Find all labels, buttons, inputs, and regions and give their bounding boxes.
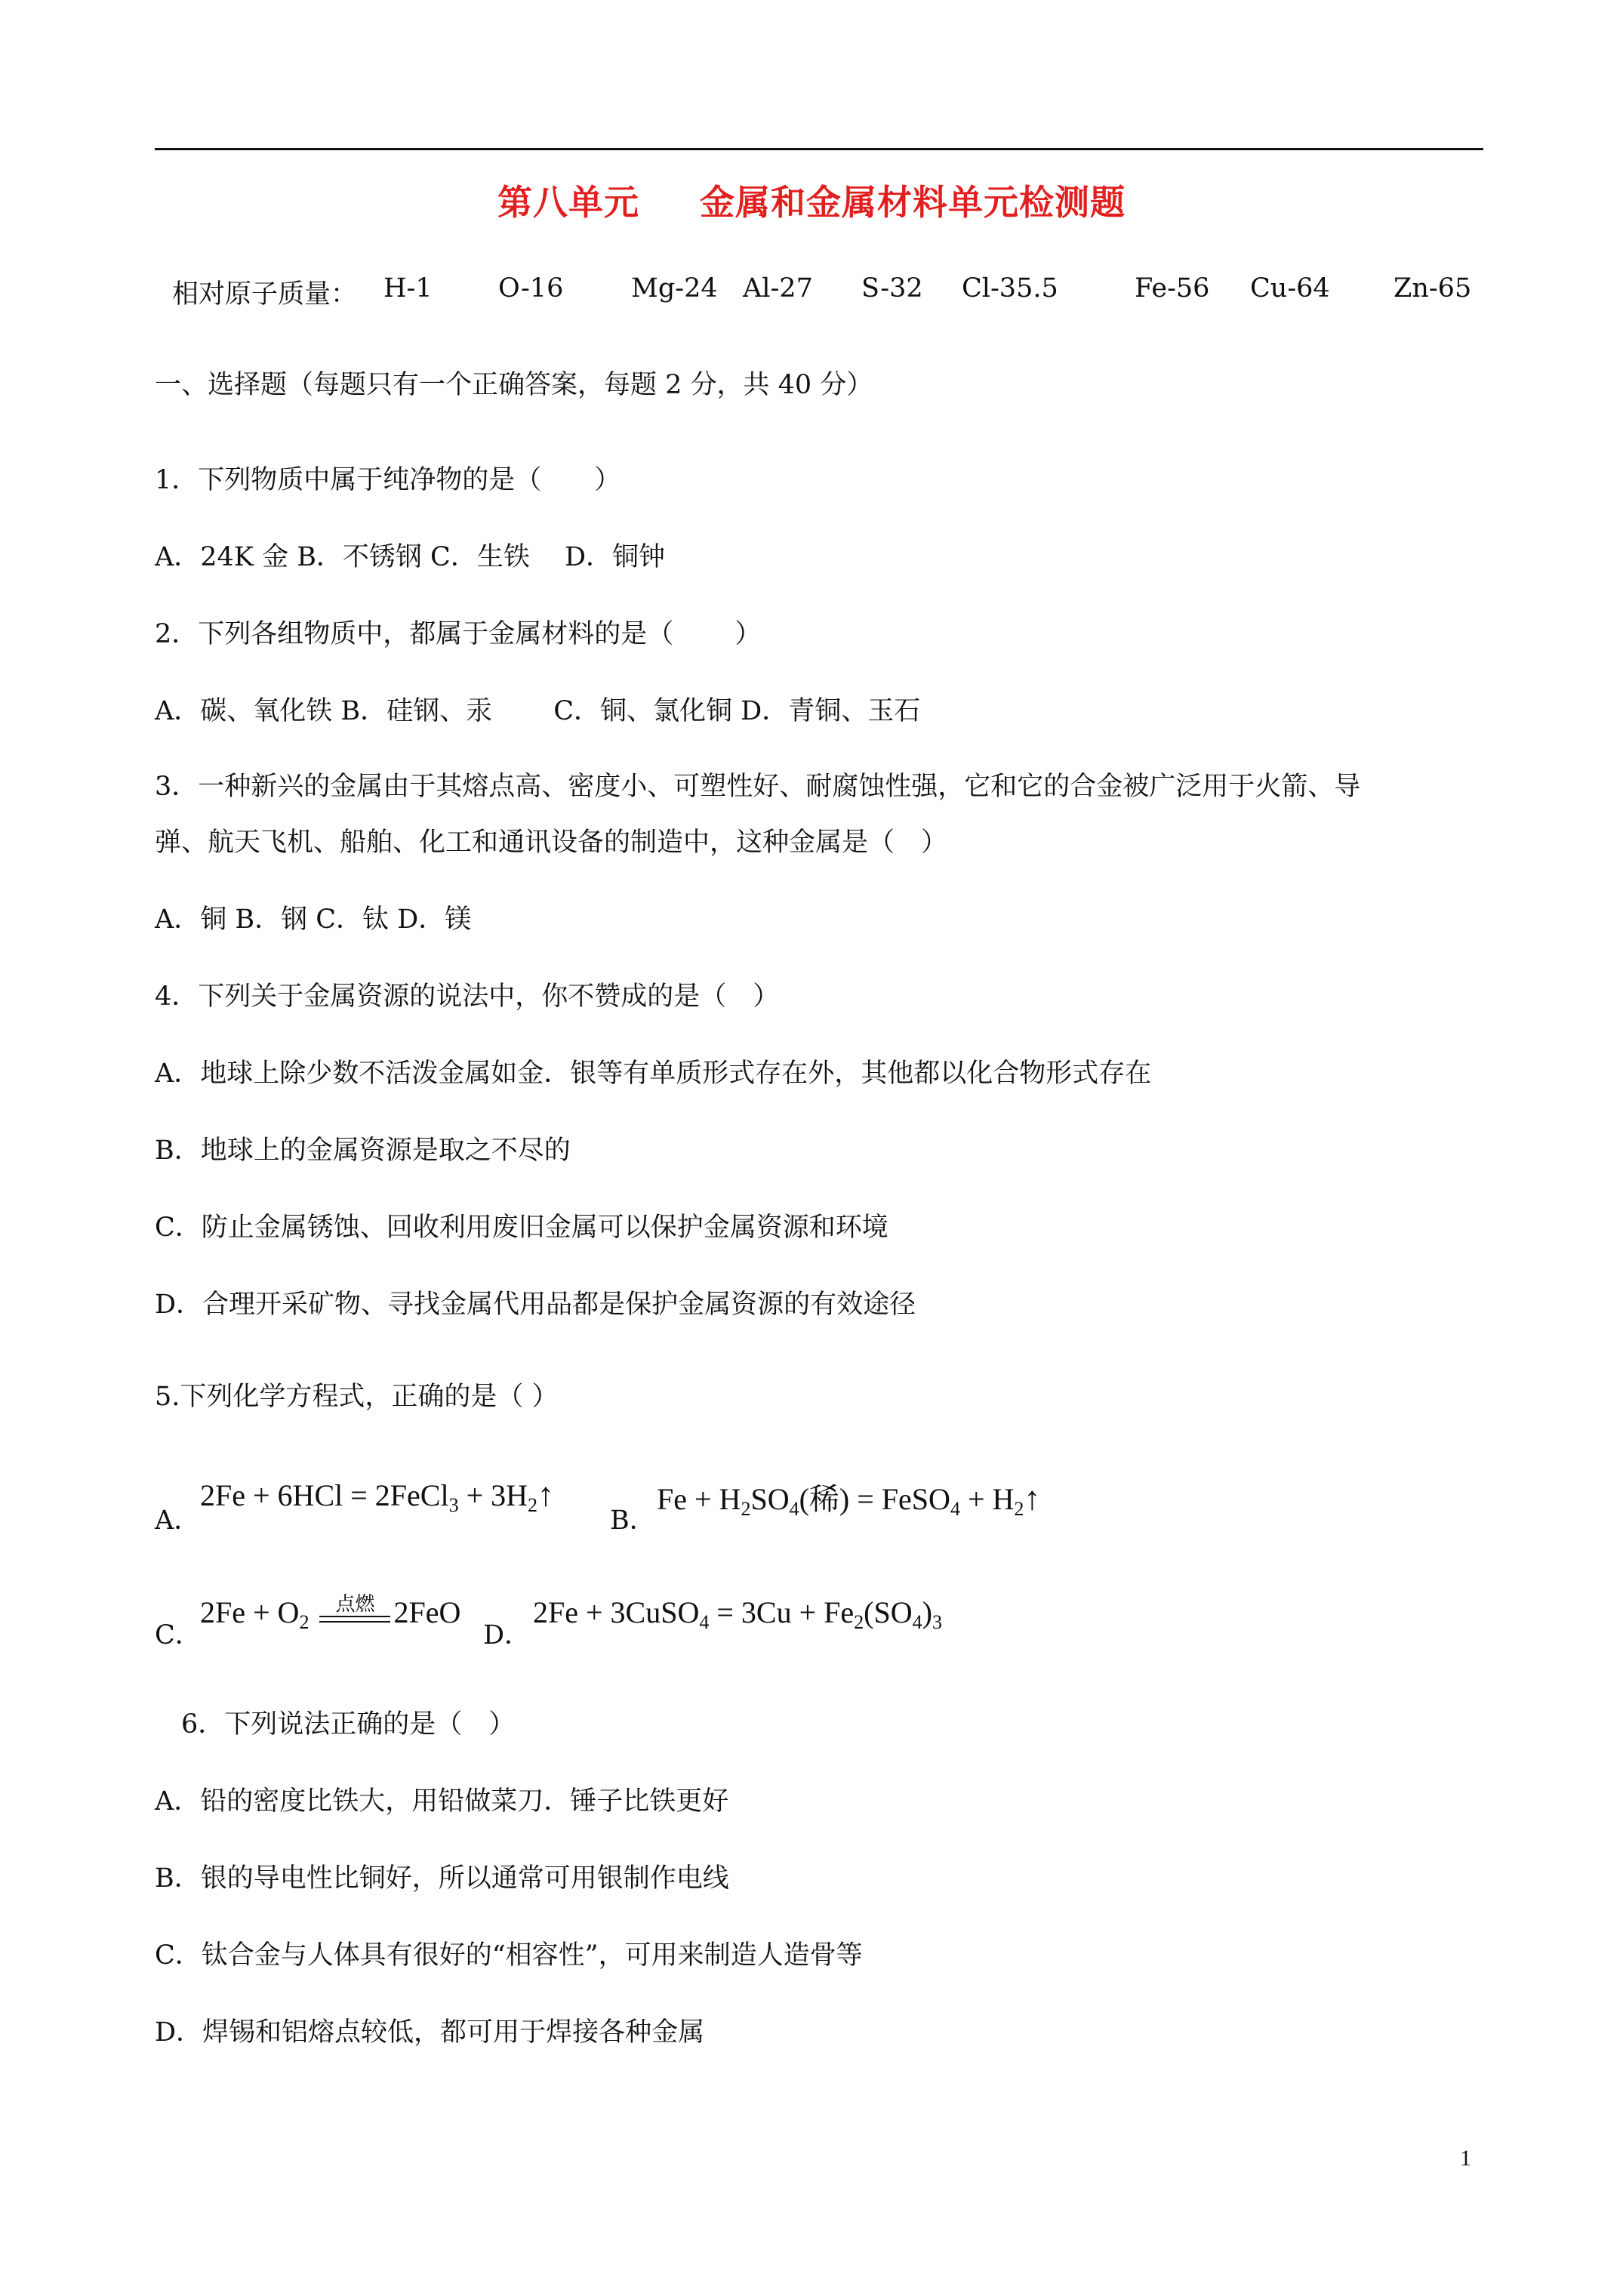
condition-text: 点燃 bbox=[335, 1593, 375, 1616]
q6-stem: 6．下列说法正确的是（ ） bbox=[155, 1709, 516, 1740]
q4-option-d: D．合理开采矿物、寻找金属代用品都是保护金属资源的有效途径 bbox=[155, 1290, 916, 1320]
q5-stem: 5.下列化学方程式，正确的是（ ） bbox=[155, 1382, 559, 1412]
q6-option-b: B．银的导电性比铜好，所以通常可用银制作电线 bbox=[155, 1863, 729, 1894]
mass-item: Al-27 bbox=[743, 273, 813, 304]
title-unit: 第八单元 bbox=[497, 182, 639, 223]
q5-equation-d: 2Fe + 3CuSO$_4$ = $3Cu + Fe_2(SO_4)_3$ bbox=[533, 1595, 942, 1633]
q4-option-a: A．地球上除少数不活泼金属如金．银等有单质形式存在外，其他都以化合物形式存在 bbox=[155, 1059, 1152, 1089]
q5-equation-b: $Fe + H_2SO_4$(稀) = FeSO$_4$ + $H_2↑$ bbox=[657, 1480, 1041, 1520]
q3-options: A．铜 B．钢 C．钛 D．镁 bbox=[155, 905, 472, 935]
page-title bbox=[0, 175, 1623, 225]
q1-stem: 1．下列物质中属于纯净物的是（ ） bbox=[155, 465, 621, 495]
masses-label: 相对原子质量： bbox=[172, 279, 358, 310]
mass-item: Mg-24 bbox=[631, 273, 718, 304]
mass-item: S-32 bbox=[861, 273, 923, 304]
q4-stem: 4．下列关于金属资源的说法中，你不赞成的是（ ） bbox=[155, 982, 780, 1012]
q6-option-a: A．铅的密度比铁大，用铅做菜刀．锤子比铁更好 bbox=[155, 1786, 729, 1817]
q5-label-b: B． bbox=[610, 1505, 656, 1536]
mass-item: Zn-65 bbox=[1394, 273, 1472, 304]
section-heading: 一、选择题（每题只有一个正确答案，每题 2 分，共 40 分） bbox=[155, 370, 873, 400]
mass-item: Cu-64 bbox=[1250, 273, 1330, 304]
q4-option-b: B．地球上的金属资源是取之不尽的 bbox=[155, 1136, 571, 1166]
reaction-condition bbox=[319, 1593, 390, 1623]
q6-option-d: D．焊锡和铝熔点较低，都可用于焊接各种金属 bbox=[155, 2017, 705, 2048]
q6-option-c: C．钛合金与人体具有很好的“相容性”，可用来制造人造骨等 bbox=[155, 1940, 863, 1971]
top-rule bbox=[155, 148, 1483, 150]
q5-equation-a: 2Fe + 6HCl = 2FeCl$_3$ + $3H_2↑$ bbox=[200, 1476, 555, 1516]
q5-label-d: D． bbox=[483, 1620, 531, 1650]
mass-item: O-16 bbox=[498, 273, 564, 304]
q4-option-c: C．防止金属锈蚀、回收利用废旧金属可以保护金属资源和环境 bbox=[155, 1213, 888, 1243]
q5-label-c: C． bbox=[155, 1620, 202, 1650]
q5-equation-c: $2Fe + O_2$ 点燃 2FeO bbox=[200, 1595, 460, 1634]
mass-item: Fe-56 bbox=[1135, 273, 1210, 304]
q3-stem-line2: 弹、航天飞机、船舶、化工和通讯设备的制造中，这种金属是（ ） bbox=[155, 827, 948, 858]
q3-stem-line1: 3．一种新兴的金属由于其熔点高、密度小、可塑性好、耐腐蚀性强，它和它的合金被广泛用于火箭、导 bbox=[155, 772, 1361, 802]
title-subject: 金属和金属材料单元检测题 bbox=[700, 182, 1126, 223]
q2-stem: 2．下列各组物质中，都属于金属材料的是（ ） bbox=[155, 619, 762, 649]
q1-options: A．24K 金 B．不锈钢 C．生铁 D．铜钟 bbox=[155, 542, 666, 572]
q2-options: A．碳、氧化铁 B．硅钢、汞 C．铜、氯化铜 D．青铜、玉石 bbox=[155, 696, 921, 726]
mass-item: H-1 bbox=[383, 273, 433, 304]
page-number: 1 bbox=[1460, 2146, 1471, 2171]
mass-item: Cl-35.5 bbox=[962, 273, 1058, 304]
q5-label-a: A． bbox=[155, 1505, 201, 1536]
